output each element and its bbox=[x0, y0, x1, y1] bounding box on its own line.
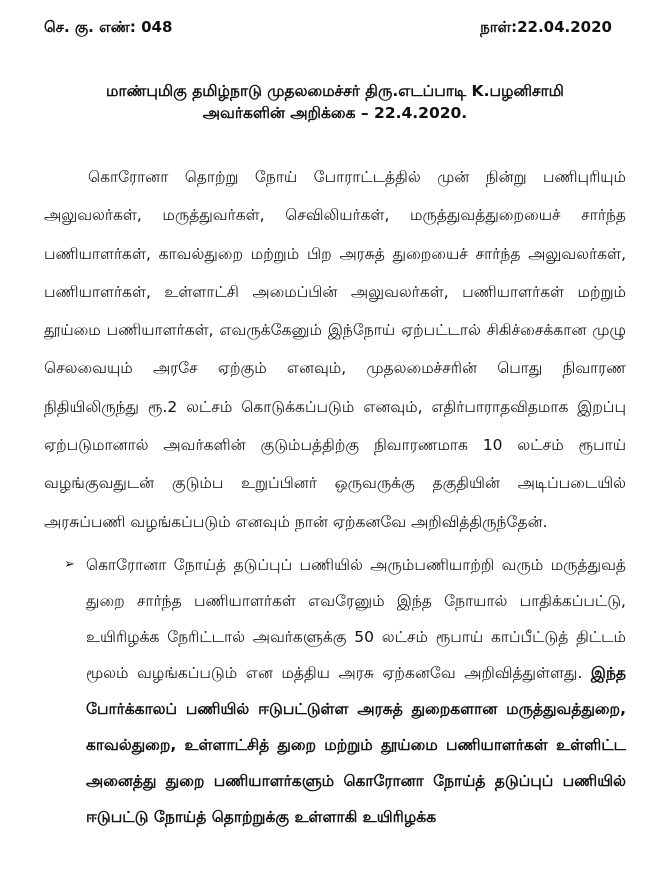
arrow-bullet-icon: ➢ bbox=[64, 556, 75, 572]
document-title bbox=[44, 80, 626, 124]
bullet-text: கொரோனா நோய்த் தடுப்புப் பணியில் அரும்பணியாற்றி வரும் மருத்துவத் துறை சார்ந்த பணியாளர்கள் எவரேனும் இந்த நோயால் பாதிக்கப்பட்டு, உயிரிழக்க நேரிட்டால் அவர்களுக்கு 50 லட்சம் ரூபாய் காப்பீட்டுத் திட்டம் மூலம் வழங்கப்படும் என மத்திய அரசு ஏற்கனவே அறிவித்துள்ளது. bbox=[86, 555, 626, 682]
document-date: நாள்:22.04.2020 bbox=[480, 18, 612, 36]
bullet-bold-text: இந்த போர்க்காலப் பணியில் ஈடுபட்டுள்ள அரசுத் துறைகளான மருத்துவத்துறை, காவல்துறை, உள்ளாட்சித் துறை மற்றும் தூய்மை பணியாளர்கள் உள்ளிட்ட அனைத்து துறை பணியாளர்களும் கொரோனா நோய்த் தடுப்புப் பணியில் ஈடுபட்டு நோய்த் தொற்றுக்கு உள்ளாகி உயிரிழக்க bbox=[86, 663, 626, 826]
title-line-2: அவர்களின் அறிக்கை – 22.4.2020. bbox=[202, 104, 468, 122]
paragraph-1: கொரோனா தொற்று நோய் போராட்டத்தில் முன் நின்று பணிபுரியும் அலுவலர்கள், மருத்துவர்கள், செவிலியர்கள், மருத்துவத்துறையைச் சார்ந்த பணியாளர்கள், காவல்துறை மற்றும் பிற அரசுத் துறையைச் சார்ந்த அலுவலர்கள், பணியாளர்கள், உள்ளாட்சி அமைப்பின் அலுவலர்கள், பணியாளர்கள் மற்றும் தூய்மை பணியாளர்கள், எவருக்கேனும் இந்நோய் ஏற்பட்டால் சிகிச்சைக்கான முழு செலவையும் அரசே ஏற்கும் எனவும், முதலமைச்சரின் பொது நிவாரண நிதியிலிருந்து ரூ.2 லட்சம் கொடுக்கப்படும் எனவும், எதிர்பாராதவிதமாக இறப்பு ஏற்படுமானால் அவர்களின் குடும்பத்திற்கு நிவாரணமாக 10 லட்சம் ரூபாய் வழங்குவதுடன் குடும்ப உறுப்பினர் ஒருவருக்கு தகுதியின் அடிப்படையில் அரசுப்பணி வழங்கப்படும் எனவும் நான் ஏற்கனவே அறிவித்திருந்தேன். bbox=[44, 168, 626, 531]
bullet-item bbox=[44, 547, 626, 835]
reference-number: செ. கு. எண்: 048 bbox=[44, 18, 173, 36]
title-line-1: மாண்புமிகு தமிழ்நாடு முதலமைச்சர் திரு.எடப்பாடி K.பழனிசாமி bbox=[106, 82, 564, 100]
document-header bbox=[44, 18, 626, 38]
